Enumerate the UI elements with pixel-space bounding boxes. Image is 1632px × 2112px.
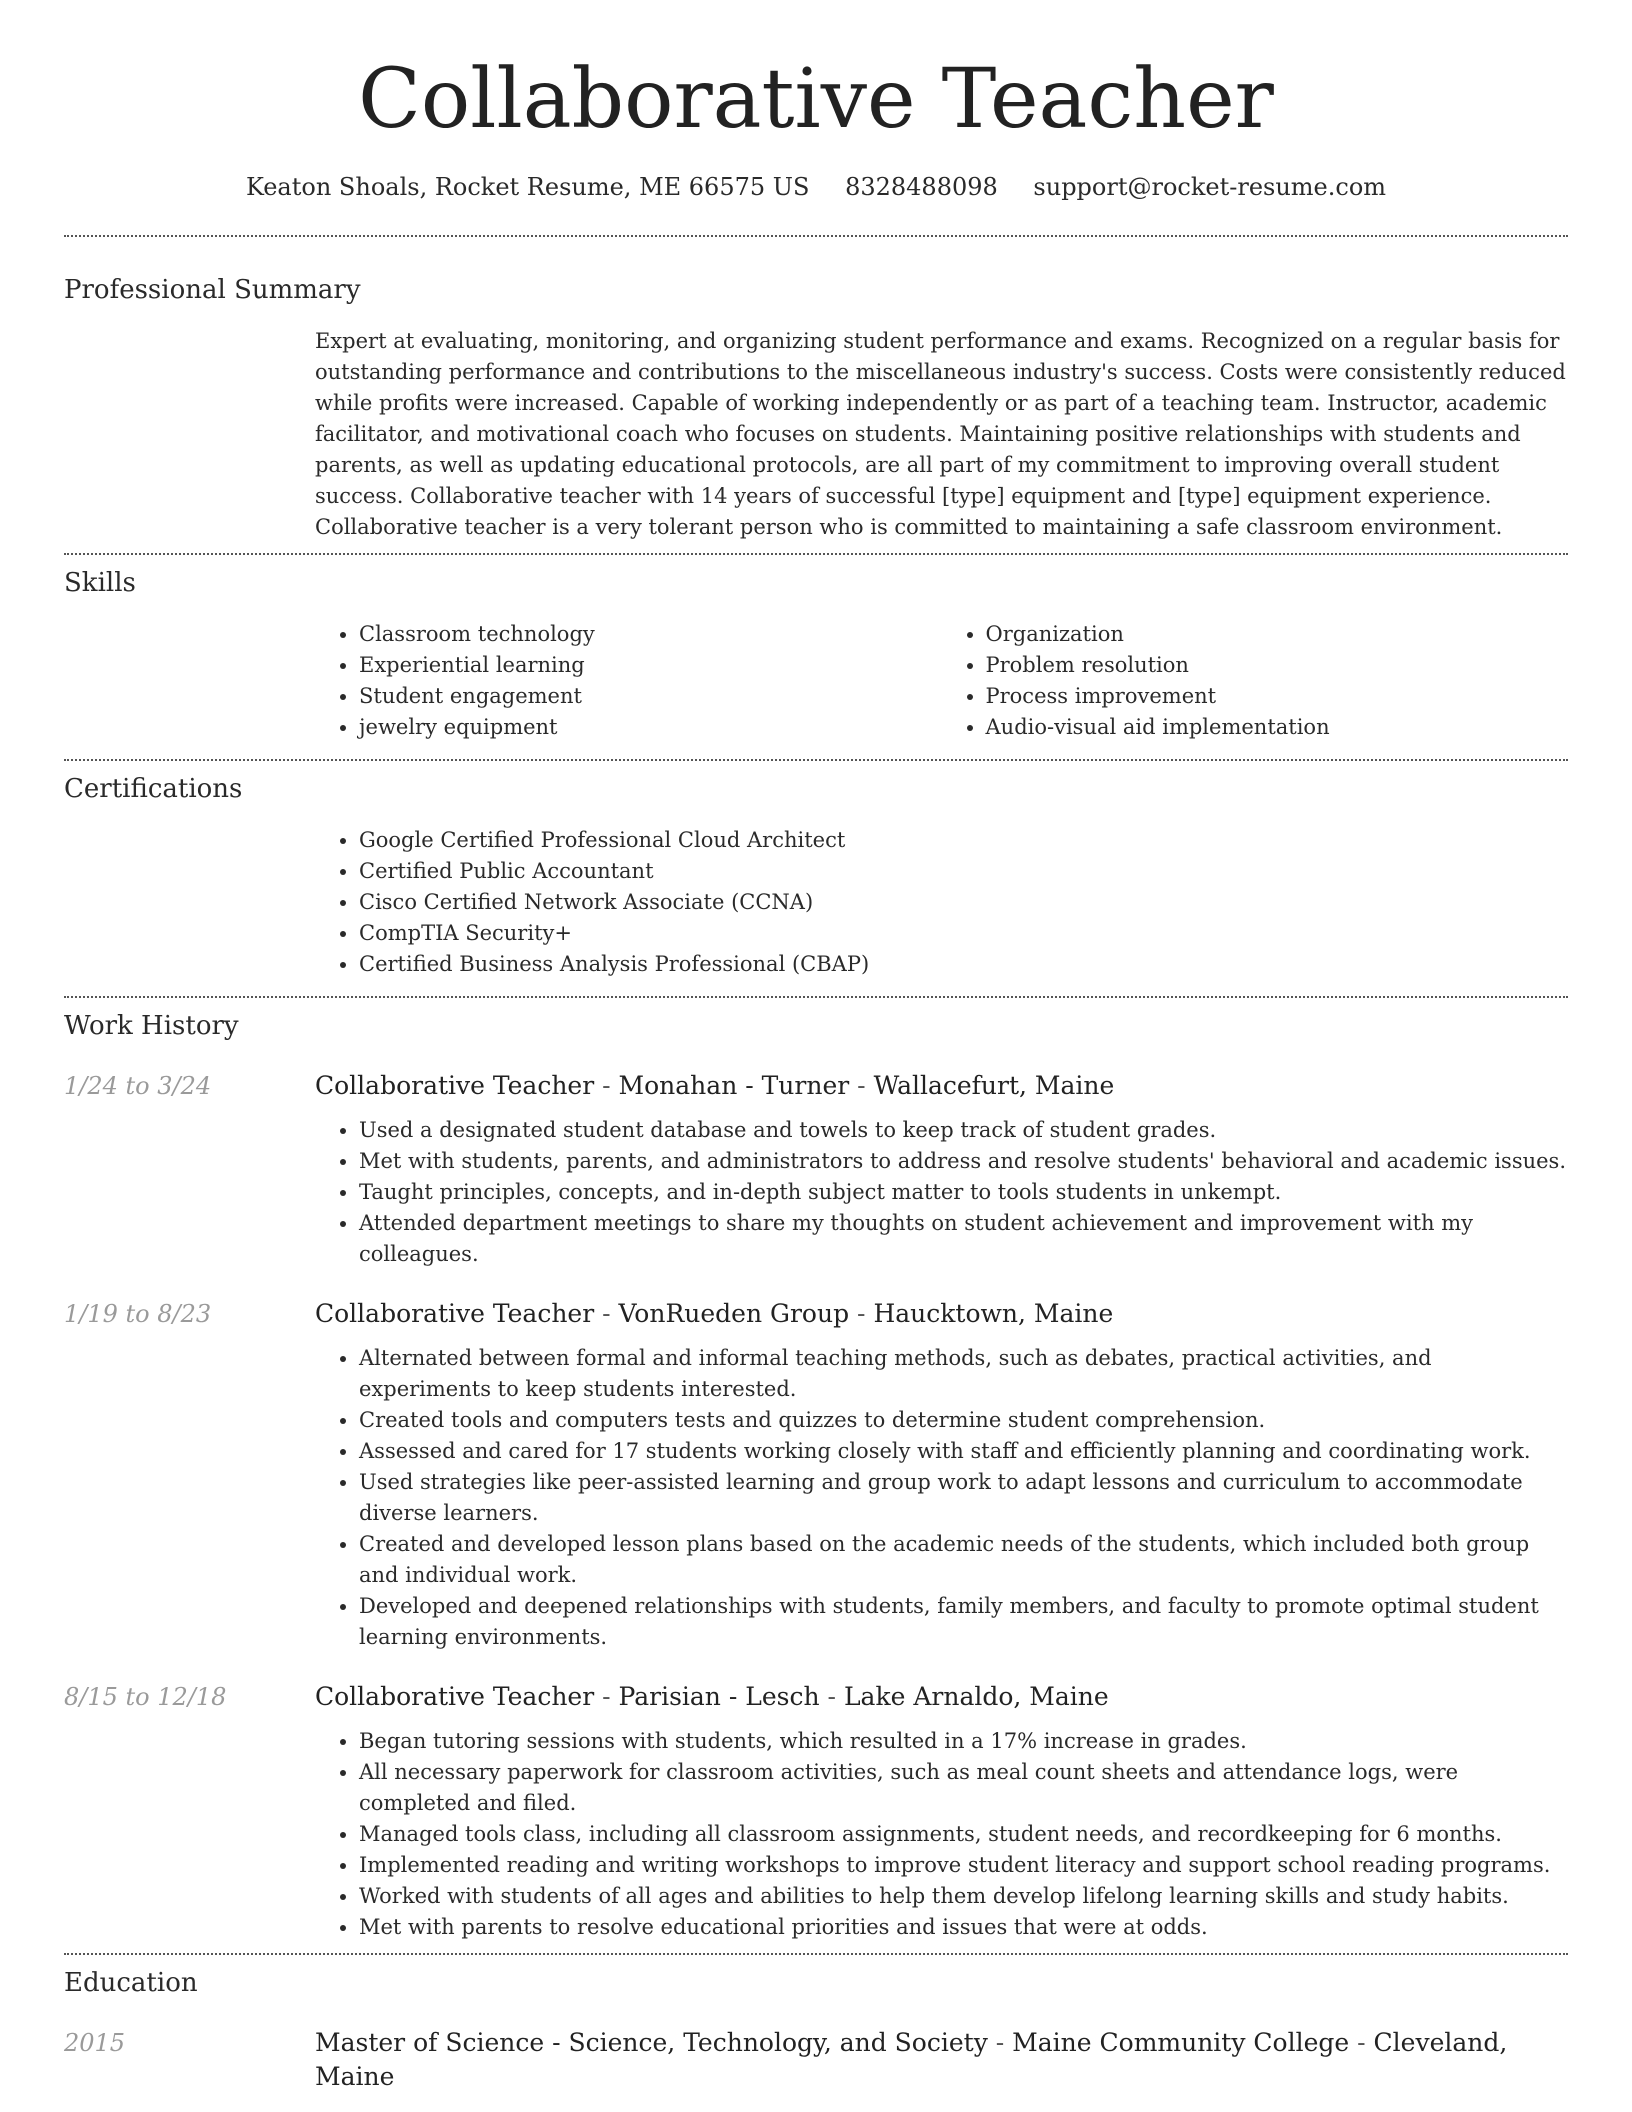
- education-degree: Master of Science - Science, Technology, and Society: [315, 2028, 988, 2057]
- skill-item: • Student engagement: [359, 681, 942, 712]
- job-location: Lake Arnaldo, Maine: [843, 1682, 1109, 1711]
- job-duty: • Used strategies like peer-assisted learning and group work to adapt lessons and curriculum to accommodate diverse learners.: [359, 1467, 1568, 1529]
- work-history-title: Work History: [64, 1011, 239, 1041]
- separator: -: [849, 1071, 874, 1100]
- work-history-section: [64, 1009, 1568, 1943]
- job-duty: • Used a designated student database and towels to keep track of student grades.: [359, 1115, 1568, 1146]
- job-role: Collaborative Teacher: [315, 1299, 595, 1328]
- certification-item: • Certified Business Analysis Professional (CBAP): [359, 949, 1568, 980]
- skill-item: • Problem resolution: [986, 650, 1569, 681]
- certifications-section: [64, 772, 1568, 980]
- separator: -: [987, 2028, 1013, 2057]
- divider: [64, 1953, 1568, 1955]
- job-duty: • Attended department meetings to share my thoughts on student achievement and improvement with my colleagues.: [359, 1208, 1568, 1270]
- job-location: Haucktown, Maine: [873, 1299, 1114, 1328]
- job-entry: [64, 1297, 1568, 1653]
- job-role: Collaborative Teacher: [315, 1682, 595, 1711]
- skills-section: [64, 566, 1568, 743]
- skills-column-right: [942, 619, 1569, 743]
- job-title: [315, 1069, 1568, 1103]
- job-date: 8/15 to 12/18: [64, 1683, 227, 1711]
- certification-item: • Certified Public Accountant: [359, 856, 1568, 887]
- separator: -: [819, 1682, 844, 1711]
- job-duty: • Created and developed lesson plans based on the academic needs of the students, which included both group and individual work.: [359, 1529, 1568, 1591]
- job-company: Parisian - Lesch: [618, 1682, 820, 1711]
- job-title: [315, 1680, 1568, 1714]
- certifications-title: Certifications: [64, 774, 243, 804]
- education-school: Maine Community College: [1012, 2028, 1350, 2057]
- education-title: Education: [64, 1968, 198, 1998]
- job-duty: • Implemented reading and writing workshops to improve student literacy and support school reading programs.: [359, 1850, 1568, 1881]
- job-duty: • Worked with students of all ages and abilities to help them develop lifelong learning skills and study habits.: [359, 1881, 1568, 1912]
- certification-item: • Cisco Certified Network Associate (CCNA): [359, 887, 1568, 918]
- job-duties: [315, 1726, 1568, 1943]
- contact-phone: 8328488098: [845, 173, 998, 201]
- contact-address: Keaton Shoals, Rocket Resume, ME 66575 US: [245, 173, 810, 201]
- job-duty: • Managed tools class, including all classroom assignments, student needs, and recordkeeping for 6 months.: [359, 1819, 1568, 1850]
- divider: [64, 996, 1568, 998]
- summary-section: [64, 273, 1568, 543]
- education-date: 2015: [64, 2029, 126, 2057]
- job-company: VonRueden Group: [618, 1299, 850, 1328]
- job-duties: [315, 1343, 1568, 1653]
- contact-email: support@rocket-resume.com: [1033, 173, 1387, 201]
- job-duty: • All necessary paperwork for classroom activities, such as meal count sheets and attendance logs, were completed and filed.: [359, 1757, 1568, 1819]
- separator: -: [594, 1682, 619, 1711]
- skill-item: • Audio-visual aid implementation: [986, 712, 1569, 743]
- contact-line: [64, 170, 1568, 204]
- job-location: Wallacefurt, Maine: [873, 1071, 1115, 1100]
- resume-page: [64, 0, 1568, 2094]
- job-duty: • Created tools and computers tests and quizzes to determine student comprehension.: [359, 1405, 1568, 1436]
- certifications-list: [315, 825, 1568, 980]
- job-duty: • Met with students, parents, and administrators to address and resolve students' behavioral and academic issues.: [359, 1146, 1568, 1177]
- separator: -: [594, 1299, 619, 1328]
- summary-text: Expert at evaluating, monitoring, and organizing student performance and exams. Recognized on a regular basis for outstanding performance and contributions to the miscellaneous industry's success. Costs were consistently reduced while profits were increased. Capable of working independently or as part of a teaching team. Instructor, academic facilitator, and motivational coach who focuses on students. Maintaining positive relationships with students and parents, as well as updating educational protocols, are all part of my commitment to improving overall student success. Collaborative teacher with 14 years of successful [type] equipment and [type] equipment experience. Collaborative teacher is a very tolerant person who is committed to maintaining a safe classroom environment.: [315, 329, 1566, 539]
- job-entry: [64, 1680, 1568, 1943]
- skill-item: • Process improvement: [986, 681, 1569, 712]
- education-section: [64, 1966, 1568, 2094]
- skill-item: • Experiential learning: [359, 650, 942, 681]
- job-date: 1/19 to 8/23: [64, 1300, 212, 1328]
- skill-item: • Organization: [986, 619, 1569, 650]
- job-title: [315, 1297, 1568, 1331]
- certification-item: • Google Certified Professional Cloud Architect: [359, 825, 1568, 856]
- job-duty: • Met with parents to resolve educational priorities and issues that were at odds.: [359, 1912, 1568, 1943]
- education-location: Cleveland, Maine: [315, 2028, 1508, 2091]
- education-entry: [64, 2026, 1568, 2094]
- job-duty: • Alternated between formal and informal teaching methods, such as debates, practical activities, and experiments to keep students interested.: [359, 1343, 1568, 1405]
- separator: -: [1349, 2028, 1374, 2057]
- resume-name: Collaborative Teacher: [358, 52, 1274, 147]
- job-entry: [64, 1069, 1568, 1270]
- job-duty: • Began tutoring sessions with students, which resulted in a 17% increase in grades.: [359, 1726, 1568, 1757]
- education-title-line: [315, 2026, 1568, 2094]
- job-duty: • Developed and deepened relationships with students, family members, and faculty to promote optimal student learning environments.: [359, 1591, 1568, 1653]
- job-company: Monahan - Turner: [618, 1071, 850, 1100]
- skill-item: • jewelry equipment: [359, 712, 942, 743]
- skill-item: • Classroom technology: [359, 619, 942, 650]
- separator: -: [849, 1299, 874, 1328]
- divider: [64, 553, 1568, 555]
- certification-item: • CompTIA Security+: [359, 918, 1568, 949]
- skills-title: Skills: [64, 568, 136, 598]
- job-role: Collaborative Teacher: [315, 1071, 595, 1100]
- job-duty: • Taught principles, concepts, and in-depth subject matter to tools students in unkempt.: [359, 1177, 1568, 1208]
- skills-column-left: [315, 619, 942, 743]
- job-date: 1/24 to 3/24: [64, 1072, 212, 1100]
- divider: [64, 235, 1568, 237]
- skills-list: [315, 619, 1568, 743]
- divider: [64, 759, 1568, 761]
- separator: -: [594, 1071, 619, 1100]
- summary-title: Professional Summary: [64, 275, 361, 305]
- job-duties: [315, 1115, 1568, 1270]
- job-duty: • Assessed and cared for 17 students working closely with staff and efficiently planning and coordinating work.: [359, 1436, 1568, 1467]
